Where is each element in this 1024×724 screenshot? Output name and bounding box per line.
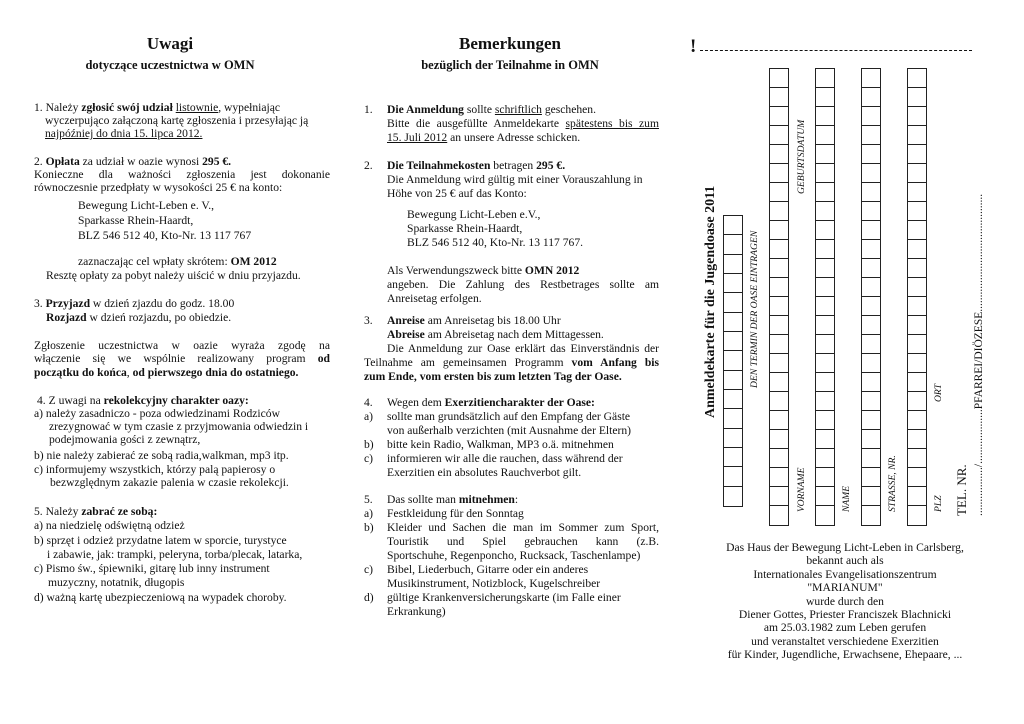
field-cell[interactable] [770,259,788,278]
field-cell[interactable] [770,202,788,221]
field-cell[interactable] [908,183,926,202]
left-title: Uwagi [146,34,194,53]
field-cell[interactable] [816,69,834,88]
field-cell[interactable] [816,354,834,373]
field-cell[interactable] [770,392,788,411]
middle-item-5-line: gültige Krankenversicherungskarte (im Falle einer [387,591,621,604]
field-cell[interactable] [862,259,880,278]
field-cell[interactable] [908,411,926,430]
field-cell[interactable] [862,88,880,107]
field-cell[interactable] [908,468,926,487]
left-rest-payment: Resztę opłaty za pobyt należy uiścić w dniu przyjazdu. [46,269,301,282]
middle-sub-b: b) [364,521,374,534]
field-cell[interactable] [724,390,742,409]
field-postcode-boxes[interactable] [907,68,927,526]
left-agreement: włączenie się we wspólnie realizowany program od [34,352,330,365]
field-cell[interactable] [770,411,788,430]
field-cell[interactable] [816,183,834,202]
field-cell[interactable] [724,332,742,351]
field-cell[interactable] [770,240,788,259]
field-cell[interactable] [816,335,834,354]
info-text [700,541,990,662]
left-payment-reference: zaznaczając cel wpłaty skrótem: OM 2012 [78,255,277,268]
middle-num-2: 2. [364,159,373,172]
field-cell[interactable] [770,278,788,297]
field-cell[interactable] [770,449,788,468]
left-item-3: 3. Przyjazd w dzień zjazdu do godz. 18.00 [34,297,235,310]
label-termin: DEN TERMIN DER OASE EINTRAGEN [749,230,760,388]
field-cell[interactable] [862,449,880,468]
info-line: und veranstaltet verschiedene Exerzitien [751,634,939,648]
left-item-4-line: c) informujemy wszystkich, którzy palą papierosy o [34,463,276,476]
field-cell[interactable] [770,183,788,202]
field-cell[interactable] [816,107,834,126]
info-line: am 25.03.1982 zum Leben gerufen [763,621,927,635]
field-cell[interactable] [816,145,834,164]
field-cell[interactable] [862,506,880,525]
left-subtitle: dotyczące uczestnictwa w OMN [85,58,255,72]
field-cell[interactable] [770,145,788,164]
field-cell[interactable] [816,88,834,107]
field-cell[interactable] [770,487,788,506]
field-cell[interactable] [862,468,880,487]
left-item-2: 2. Opłata za udział w oazie wynosi 295 €. [34,155,232,168]
left-item-5-line: c) Pismo św., śpiewniki, gitarę lub inny instrument [34,562,270,575]
middle-sub-a: a) [364,507,374,520]
left-agreement: Zgłoszenie uczestnictwa w oazie wyraża zgodę na [34,339,330,352]
field-cell[interactable] [770,88,788,107]
card-title: Anmeldekarte für die Jugendoase 2011 [703,185,718,418]
middle-bank-line: BLZ 546 512 40, Kto-Nr. 13 117 767. [407,236,584,249]
field-cell[interactable] [724,313,742,332]
middle-item-3-line: zum Ende, vom ersten bis zum letzten Tag der Oase. [364,370,622,383]
field-cell[interactable] [816,202,834,221]
left-item-1-line: wyczerpująco załączoną kartę zgłoszenia i przesyłając ją [45,114,309,127]
field-cell[interactable] [816,449,834,468]
middle-item-2-line: Die Anmeldung wird gültig mit einer Vorauszahlung in [387,173,643,186]
field-cell[interactable] [816,411,834,430]
middle-item-5-line: Festkleidung für den Sonntag [387,507,524,520]
field-cell[interactable] [816,126,834,145]
field-cell[interactable] [816,240,834,259]
middle-sub-c: c) [364,563,374,576]
field-cell[interactable] [816,164,834,183]
label-postcode: PLZ [933,495,944,512]
field-cell[interactable] [816,278,834,297]
left-deadline: najpóźniej do dnia 15. lipca 2012. [45,127,203,140]
field-cell[interactable] [908,316,926,335]
left-item-5-line: muzyczny, notatnik, długopis [48,576,185,589]
field-cell[interactable] [862,373,880,392]
middle-item-2: Die Teilnahmekosten betragen 295 €. [387,159,566,172]
field-cell[interactable] [908,69,926,88]
field-cell[interactable] [724,448,742,467]
left-item-4-line: a) należy zasadniczo - poza odwiedzinami Rodziców [34,407,280,420]
field-cell[interactable] [908,240,926,259]
middle-item-4-line: sollte man grundsätzlich auf den Empfang der Gäste [387,410,631,423]
info-line: für Kinder, Jugendliche, Erwachsene, Ehepaare, ... [727,648,963,662]
field-cell[interactable] [862,392,880,411]
middle-item-4-line: von außerhalb verzichten (mit Ausnahme der Eltern) [387,424,632,437]
middle-item-5-line: Sportschuhe, Regenponcho, Rucksack, Taschenlampe) [387,549,641,562]
field-cell[interactable] [770,354,788,373]
field-cell[interactable] [862,487,880,506]
middle-purpose: Als Verwendungszweck bitte OMN 2012 [387,264,580,277]
field-cell[interactable] [862,202,880,221]
field-cell[interactable] [908,487,926,506]
field-cell[interactable] [908,126,926,145]
field-cell[interactable] [862,240,880,259]
field-cell[interactable] [770,297,788,316]
middle-subtitle: bezüglich der Teilnahme in OMN [421,58,599,72]
middle-item-5-line: Musikinstrument, Notizblock, Kugelschreiber [387,577,601,590]
field-cell[interactable] [770,373,788,392]
middle-item-5-line: Bibel, Liederbuch, Gitarre oder ein anderes [387,563,589,576]
field-cell[interactable] [816,487,834,506]
field-cell[interactable] [862,297,880,316]
field-cell[interactable] [770,430,788,449]
middle-item-5-line: Kleider und Sachen die man im Sommer zum Sport, [387,521,659,534]
field-cell[interactable] [816,392,834,411]
field-cell[interactable] [816,506,834,525]
info-line: Internationales Evangelisationszentrum [753,567,937,581]
left-item-4-line: podejmowania gości z zewnątrz, [49,433,201,446]
field-cell[interactable] [724,351,742,370]
field-cell[interactable] [862,107,880,126]
field-last-name-boxes[interactable] [815,68,835,526]
left-bank-line: Bewegung Licht-Leben e. V., [78,199,215,212]
field-date-boxes[interactable] [723,215,743,507]
middle-item-1: Die Anmeldung sollte schriftlich geschehen. [387,103,597,116]
field-street-boxes[interactable] [861,68,881,526]
middle-deadline: 15. Juli 2012 an unsere Adresse schicken. [387,131,581,144]
field-cell[interactable] [908,88,926,107]
middle-item-4: Wegen dem Exerzitiencharakter der Oase: [387,396,595,409]
field-cell[interactable] [908,392,926,411]
cut-line-mark: ! [690,36,697,57]
info-line: "MARIANUM" [807,581,883,595]
label-first-name: VORNAME [796,467,807,512]
field-cell[interactable] [862,183,880,202]
label-parish: ................./...................PFARREI/DIÖZESE......................................... [973,193,985,516]
field-first-name-boxes[interactable] [769,68,789,526]
field-cell[interactable] [770,468,788,487]
middle-item-5: Das sollte man mitnehmen: [387,493,519,506]
middle-sub-d: d) [364,591,374,604]
middle-num-4: 4. [364,396,373,409]
left-item-2-line: Konieczne dla ważności zgłoszenia jest dokonanie [34,168,330,181]
field-cell[interactable] [908,202,926,221]
field-cell[interactable] [724,409,742,428]
cut-line [700,50,972,51]
left-item-5-line: d) ważną kartę ubezpieczeniową na wypadek choroby. [34,591,287,604]
middle-sub-b: b) [364,438,374,451]
info-line: Das Haus der Bewegung Licht-Leben in Carlsberg, [726,541,964,554]
field-cell[interactable] [770,316,788,335]
middle-num-3: 3. [364,314,373,327]
info-line: wurde durch den [806,594,884,608]
left-item-1: 1. Należy zgłosić swój udział listownie, wypełniając [34,101,281,114]
field-cell[interactable] [862,126,880,145]
left-item-5: 5. Należy zabrać ze sobą: [34,505,158,518]
field-cell[interactable] [816,297,834,316]
field-cell[interactable] [770,221,788,240]
label-city: ORT [933,383,944,402]
field-cell[interactable] [770,506,788,525]
middle-item-4-line: bitte kein Radio, Walkman, MP3 o.ä. mitnehmen [387,438,614,451]
info-line: Diener Gottes, Priester Franciszek Blachnicki [738,608,952,622]
middle-bank-line: Bewegung Licht-Leben e.V., [407,208,541,221]
field-cell[interactable] [862,164,880,183]
field-cell[interactable] [862,69,880,88]
middle-item-3-line: Die Anmeldung zur Oase erklärt das Einverständnis der [387,342,659,355]
field-cell[interactable] [862,335,880,354]
left-bank-line: BLZ 546 512 40, Kto-Nr. 13 117 767 [78,229,252,242]
field-cell[interactable] [908,354,926,373]
field-cell[interactable] [908,145,926,164]
field-cell[interactable] [862,316,880,335]
field-cell[interactable] [908,278,926,297]
field-cell[interactable] [816,430,834,449]
field-cell[interactable] [908,373,926,392]
middle-item-3-line: Abreise am Abreisetag nach dem Mittagessen. [387,328,604,341]
field-cell[interactable] [862,411,880,430]
field-cell[interactable] [908,297,926,316]
field-cell[interactable] [862,278,880,297]
left-agreement: początku do końca, od pierwszego dnia do ostatniego. [34,366,299,379]
label-street: STRASSE, NR. [887,455,898,512]
field-cell[interactable] [770,69,788,88]
left-item-5-line: b) sprzęt i odzież przydatne latem w sporcie, turystyce [34,534,287,547]
field-cell[interactable] [816,316,834,335]
field-cell[interactable] [724,216,742,235]
field-cell[interactable] [908,506,926,525]
field-cell[interactable] [908,259,926,278]
field-cell[interactable] [724,429,742,448]
field-cell[interactable] [770,107,788,126]
middle-purpose-line: angeben. Die Zahlung des Restbetrages sollte am [387,278,659,291]
field-cell[interactable] [908,107,926,126]
field-cell[interactable] [770,335,788,354]
middle-item-3-line: Teilnahme am gemeinsamen Programm vom Anfang bis [364,356,659,369]
left-item-2-line: równoczesnie przedpłaty w wysokości 25 € na konto: [34,181,283,194]
middle-sub-a: a) [364,410,374,423]
field-cell[interactable] [724,293,742,312]
left-item-4-line: b) nie należy zabierać ze sobą radia,walkman, mp3 itp. [34,449,289,462]
field-cell[interactable] [770,126,788,145]
field-cell[interactable] [862,221,880,240]
field-cell[interactable] [816,221,834,240]
middle-title: Bemerkungen [459,34,561,53]
field-cell[interactable] [724,487,742,506]
left-item-5-line: i zabawie, jak: trampki, peleryna, torba/plecak, latarka, [47,548,303,561]
field-cell[interactable] [724,371,742,390]
left-item-4-line: zrezygnować w tym czasie z przyjmowania odwiedzin i [49,420,309,433]
field-cell[interactable] [770,164,788,183]
left-item-4: 4. Z uwagi na rekolekcyjny charakter oazy: [37,394,249,407]
field-cell[interactable] [816,468,834,487]
field-cell[interactable] [862,354,880,373]
field-cell[interactable] [908,449,926,468]
left-item-3-line: Rozjazd w dzień rozjazdu, po obiedzie. [46,311,232,324]
field-cell[interactable] [862,430,880,449]
middle-item-5-line: Erkrankung) [387,605,446,618]
middle-bank-line: Sparkasse Rhein-Haardt, [407,222,523,235]
middle-item-4-line: informieren wir alle die rauchen, dass während der [387,452,623,465]
label-phone: TEL. NR. [954,464,969,516]
middle-num-1: 1. [364,103,373,116]
info-line: bekannt auch als [806,554,884,568]
left-bank-line: Sparkasse Rhein-Haardt, [78,214,194,227]
field-cell[interactable] [908,430,926,449]
middle-item-4-line: Exerzitien ein absolutes Rauchverbot gilt. [387,466,582,479]
middle-sub-c: c) [364,452,374,465]
field-cell[interactable] [724,255,742,274]
middle-num-5: 5. [364,493,373,506]
label-last-name: NAME [841,485,852,512]
middle-purpose-line: Anreisetag erfolgen. [387,292,482,305]
field-cell[interactable] [816,259,834,278]
field-cell[interactable] [908,164,926,183]
field-cell[interactable] [816,373,834,392]
field-cell[interactable] [724,467,742,486]
field-cell[interactable] [908,221,926,240]
field-cell[interactable] [862,145,880,164]
left-item-4-line: bezwzględnym zakazie palenia w czasie rekolekcji. [50,476,289,489]
label-birthdate: GEBURTSDATUM [796,119,807,194]
left-item-5-line: a) na niedzielę odświętną odzież [34,519,185,532]
middle-item-3: Anreise am Anreisetag bis 18.00 Uhr [387,314,561,327]
field-cell[interactable] [724,274,742,293]
middle-item-1-line: Bitte die ausgefüllte Anmeldekarte spätestens bis zum [387,117,659,130]
field-cell[interactable] [724,235,742,254]
field-cell[interactable] [908,335,926,354]
middle-item-2-line: Höhe von 25 € auf das Konto: [387,187,527,200]
middle-item-5-line: Touristik und Spiel gebrauchen kann (z.B. [387,535,659,548]
